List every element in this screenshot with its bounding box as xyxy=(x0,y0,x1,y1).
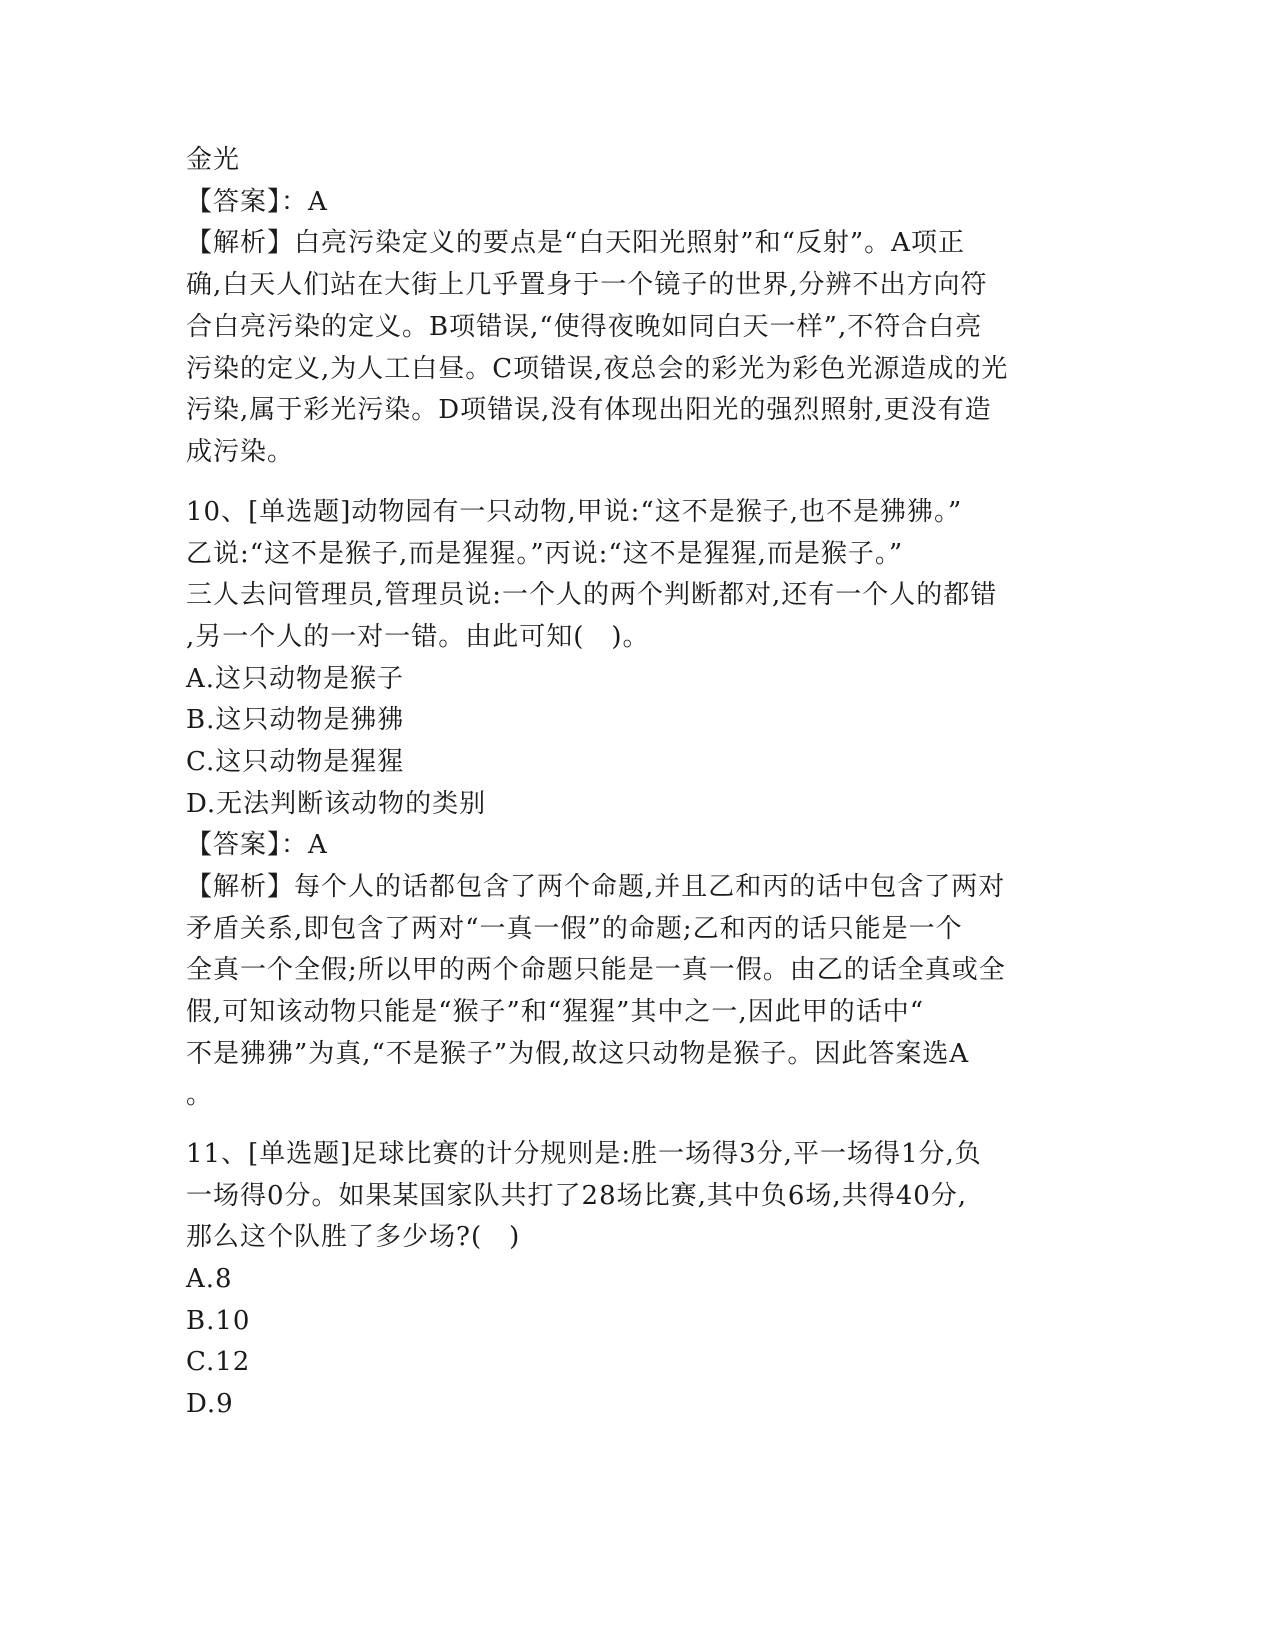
question-stem-line: 10、[单选题]动物园有一只动物,甲说:“这不是猴子,也不是狒狒。” xyxy=(186,497,963,527)
analysis-line: 污染的定义,为人工白昼。C项错误,夜总会的彩光为彩色光源造成的光 xyxy=(186,354,1009,384)
question-stem-line: 11、[单选题]足球比赛的计分规则是:胜一场得3分,平一场得1分,负 xyxy=(186,1139,982,1169)
option-a: A.8 xyxy=(186,1264,233,1294)
answer-line: 【答案】：A xyxy=(186,187,328,217)
option-a: A.这只动物是猴子 xyxy=(186,664,405,694)
answer-line: 【答案】：A xyxy=(186,830,328,860)
analysis-line: 确,白天人们站在大街上几乎置身于一个镜子的世界,分辨不出方向符 xyxy=(186,270,988,300)
analysis-line: 全真一个全假;所以甲的两个命题只能是一真一假。由乙的话全真或全 xyxy=(186,955,1006,985)
option-tail: 金光 xyxy=(186,145,241,175)
question-stem-line: ,另一个人的一对一错。由此可知( )。 xyxy=(186,622,650,652)
analysis-line: 不是狒狒”为真,“不是猴子”为假,故这只动物是猴子。因此答案选A xyxy=(186,1039,970,1069)
analysis-line: 假,可知该动物只能是“猴子”和“猩猩”其中之一,因此甲的话中“ xyxy=(186,997,924,1027)
analysis-line: 。 xyxy=(186,1080,214,1110)
analysis-line: 【解析】白亮污染定义的要点是“白天阳光照射”和“反射”。A项正 xyxy=(186,228,965,258)
question-stem-line: 一场得0分。如果某国家队共打了28场比赛,其中负6场,共得40分, xyxy=(186,1181,968,1211)
analysis-line: 【解析】每个人的话都包含了两个命题,并且乙和丙的话中包含了两对 xyxy=(186,872,1006,902)
option-c: C.12 xyxy=(186,1347,251,1377)
option-d: D.无法判断该动物的类别 xyxy=(186,789,487,819)
option-c: C.这只动物是猩猩 xyxy=(186,747,405,777)
analysis-line: 合白亮污染的定义。B项错误,“使得夜晚如同白天一样”,不符合白亮 xyxy=(186,312,983,342)
option-d: D.9 xyxy=(186,1389,234,1419)
question-stem-line: 乙说:“这不是猴子,而是猩猩。”丙说:“这不是猩猩,而是猴子。” xyxy=(186,539,904,569)
question-stem-line: 那么这个队胜了多少场?( ) xyxy=(186,1222,521,1252)
analysis-line: 矛盾关系,即包含了两对“一真一假”的命题;乙和丙的话只能是一个 xyxy=(186,914,963,944)
option-b: B.10 xyxy=(186,1306,251,1336)
analysis-line: 污染,属于彩光污染。D项错误,没有体现出阳光的强烈照射,更没有造 xyxy=(186,395,992,425)
question-stem-line: 三人去问管理员,管理员说:一个人的两个判断都对,还有一个人的都错 xyxy=(186,580,998,610)
option-b: B.这只动物是狒狒 xyxy=(186,705,405,735)
analysis-line: 成污染。 xyxy=(186,437,295,467)
